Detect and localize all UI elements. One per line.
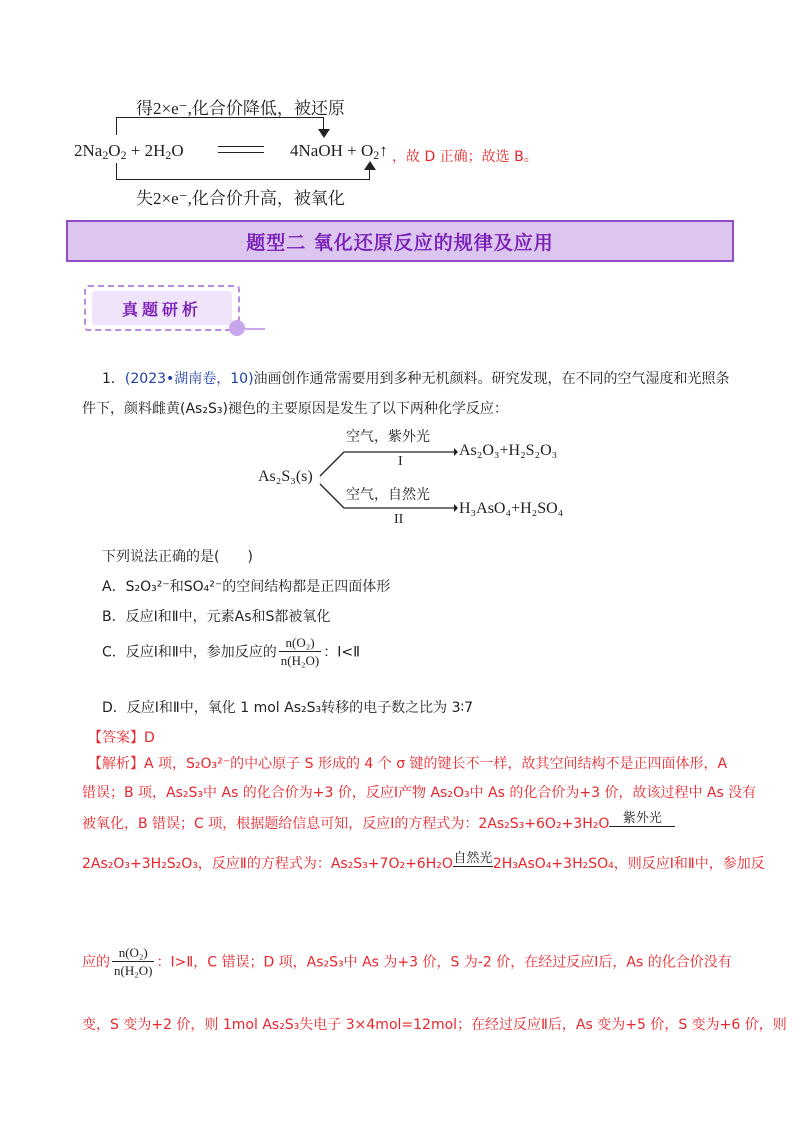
badge-dot-icon — [229, 320, 245, 336]
lower-condition: 空气，自然光 — [346, 487, 430, 503]
electron-gain-label: 得2×e⁻,化合价降低，被还原 — [136, 99, 345, 118]
upper-condition: 空气，紫外光 — [346, 429, 430, 445]
section-title: 题型二 氧化还原反应的规律及应用 — [246, 231, 554, 254]
equation-rhs: 4NaOH + $O_2↑$ — [290, 141, 388, 162]
reaction-scheme — [318, 440, 458, 520]
equation-lhs: $2Na_2O_2 + 2H_2O$ — [74, 141, 184, 162]
lose-bracket-left — [116, 163, 117, 179]
analysis-line-1: 【解析】A 项，S₂O₃²⁻的中心原子 S 形成的 4 个 σ 键的键长不一样，故其空间结构不是正四面体形，A — [88, 756, 728, 772]
question-number: 1． — [102, 371, 125, 387]
option-a: A．S₂O₃²⁻和SO₄²⁻的空间结构都是正四面体形 — [102, 579, 391, 595]
option-b: B．反应Ⅰ和Ⅱ中，元素As和S都被氧化 — [102, 609, 331, 625]
conclusion-text: ，故 D 正确；故选 B。 — [392, 149, 538, 165]
question-stem-2: 件下，颜料雌黄(As₂S₃)褪色的主要原因是发生了以下两种化学反应： — [82, 401, 508, 417]
analysis-line-2: 错误；B 项，As₂S₃中 As 的化合价为+3 价，反应Ⅰ产物 As₂O₃中 As 的化合价为+3 价，故该过程中 As 没有 — [82, 785, 757, 801]
analysis-line-4: 2As₂O₃+3H₂S₂O₃，反应Ⅱ的方程式为：As₂S₃+7O₂+6H₂O 自然光 2H₃AsO₄+3H₂SO₄，则反应Ⅰ和Ⅱ中，参加反 — [82, 851, 765, 872]
section-banner — [66, 220, 734, 262]
electron-lose-label: 失2×e⁻,化合价升高，被氧化 — [136, 189, 345, 208]
reactant: As₂S₃(s) — [258, 468, 313, 485]
gain-bracket-top — [116, 117, 324, 118]
option-d: D．反应Ⅰ和Ⅱ中，氧化 1 mol As₂S₃转移的电子数之比为 3∶7 — [102, 700, 474, 716]
badge-rule — [245, 328, 265, 330]
question-line-1 — [102, 368, 730, 388]
up-arrow-icon — [364, 161, 376, 170]
lose-bracket-bottom — [116, 179, 370, 180]
equals-line-top — [218, 146, 264, 147]
natural-light-condition-arrow: 自然光 — [453, 851, 493, 866]
answer: 【答案】D — [88, 730, 155, 746]
question-stem-1: 油画创作通常需要用到多种无机颜料。研究发现，在不同的空气湿度和光照条 — [253, 371, 730, 387]
analysis-line-6: 变，S 变为+2 价，则 1mol As₂S₃失电子 3×4mol=12mol；在经过反应Ⅱ后，As 变为+5 价，S 变为+6 价，则 — [82, 1017, 787, 1033]
lower-reaction-number: II — [394, 512, 404, 527]
upper-product: As₂O₃+H₂S₂O₃ — [459, 442, 558, 459]
analysis-fraction: $\frac{\text{n(O₂)}}{\text{n(H₂O)}}$ — [114, 945, 153, 978]
equals-line-bottom — [218, 152, 264, 153]
gain-bracket-left — [116, 117, 117, 135]
badge-label: 真题研析 — [121, 299, 202, 319]
down-arrow-icon — [318, 129, 330, 138]
analysis-line-3: 被氧化，B 错误；C 项，根据题给信息可知，反应Ⅰ的方程式为：2As₂S₃+6O₂+3H₂O 紫外光 — [82, 812, 675, 833]
analysis-line-5: 应的 $\frac{\text{n(O₂)}}{\text{n(H₂O)}}$ ：Ⅰ>Ⅱ，C 错误；D 项，As₂S₃中 As 为+3 价，S 为-2 价，在经过反应Ⅰ后，As 的化合价没有 — [82, 945, 732, 978]
upper-reaction-number: I — [398, 454, 403, 469]
lower-product: H₃AsO₄+H₂SO₄ — [459, 500, 564, 517]
ultraviolet-condition-arrow: 紫外光 — [609, 812, 675, 833]
option-c: C．反应Ⅰ和Ⅱ中，参加反应的 $\frac{\text{n(O₂)}}{\text{n(H₂O)}}$ ：Ⅰ<Ⅱ — [102, 635, 361, 668]
badge — [92, 291, 232, 325]
question-prompt: 下列说法正确的是( ) — [102, 549, 253, 565]
question-source: (2023•湖南卷，10) — [124, 371, 254, 387]
option-c-fraction: $\frac{\text{n(O₂)}}{\text{n(H₂O)}}$ — [280, 635, 320, 668]
